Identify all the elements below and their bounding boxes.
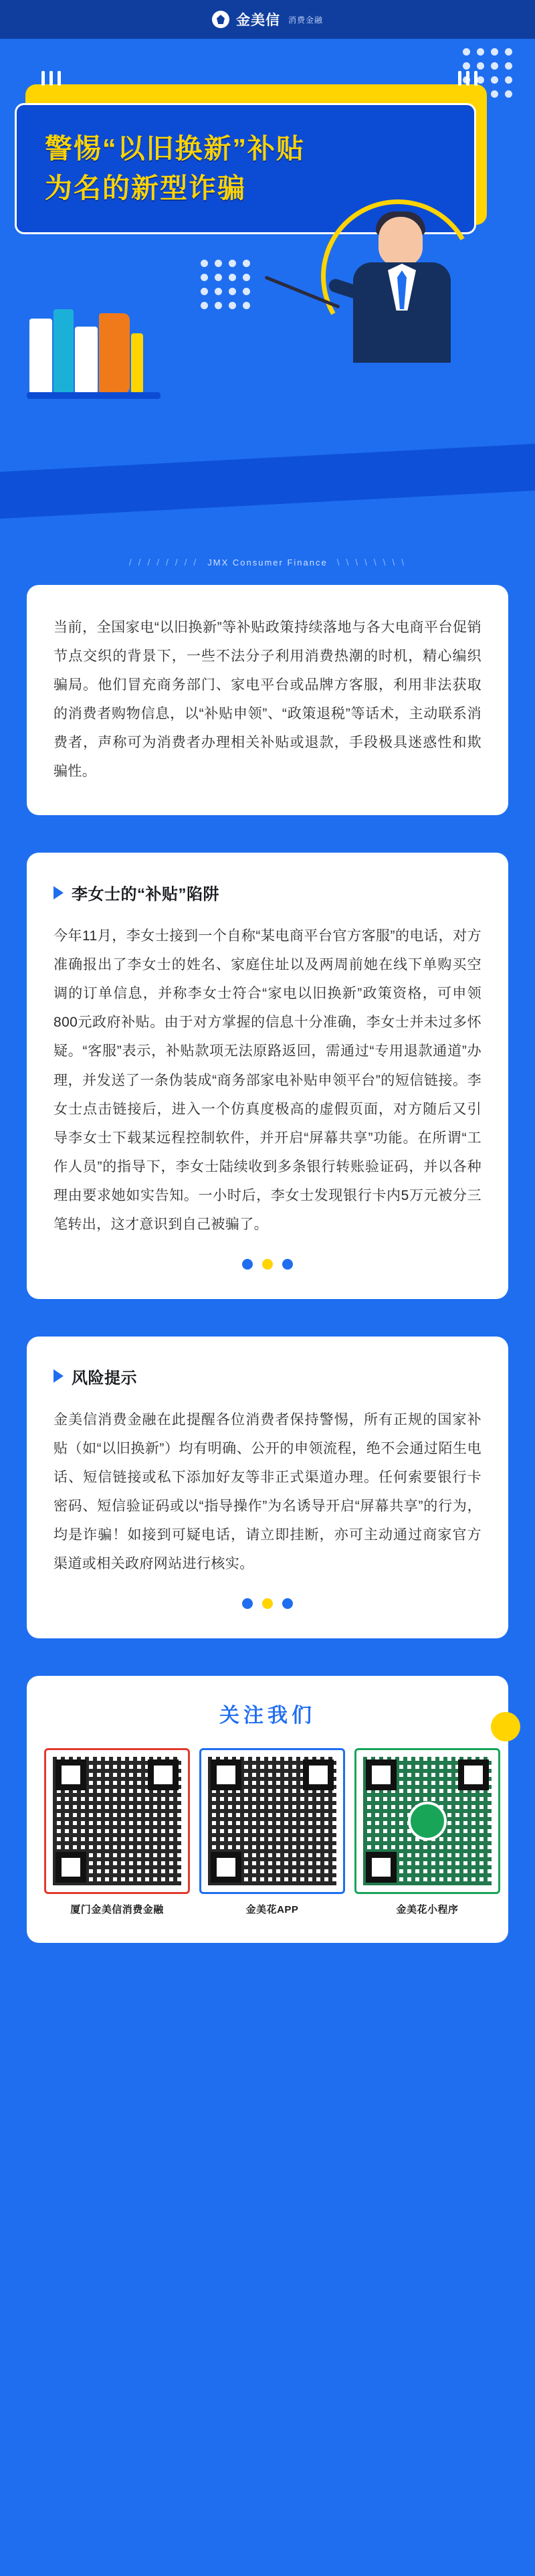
qr-item[interactable] <box>199 1748 345 1916</box>
intro-paragraph: 当前，全国家电“以旧换新”等补贴政策持续落地与各大电商平台促销节点交织的背景下，一些不法分子利用消费热潮的时机，精心编织骗局。他们冒充商务部门、家电平台或品牌方客服，利用非法获取的消费者购物信息，以“补贴申领”、“政策退税”等话术，主动联系消费者，声称可为消费者办理相关补贴或退款，手段极具迷惑性和欺骗性。 <box>54 620 481 780</box>
card-accent-tab-left <box>16 1172 39 1272</box>
hero-title-line-1: 警惕“以旧换新”补贴 <box>45 133 305 164</box>
book-stack-icon <box>27 286 181 394</box>
card-accent-tab-risk <box>496 1358 519 1438</box>
brand-header <box>0 0 535 39</box>
qr-code-icon[interactable] <box>199 1748 345 1894</box>
risk-section-header <box>54 1365 481 1388</box>
divider <box>0 550 535 585</box>
case-section-header <box>54 881 481 904</box>
qr-item[interactable] <box>44 1748 190 1916</box>
brand-name: 金美信 <box>235 13 280 28</box>
qr-code-icon[interactable] <box>44 1748 190 1894</box>
case-paragraph: 今年11月，李女士接到一个自称“某电商平台官方客服”的电话，对方准确报出了李女士的姓名、家庭住址以及两周前她在线下单购买空调的订单信息，并称李女士符合“家电以旧换新”政策资格，可申领800元政府补贴。由于对方掌握的信息十分准确，李女士并未过多怀疑。“客服”表示，补贴款项无法原路返回，需通过“专用退款通道”办理，并发送了一条伪装成“商务部家电补贴申领平台”的短信链接。李女士点击链接后，进入一个仿真度极高的虚假页面，对方随后又引导李女士下载某远程控制软件，并开启“屏幕共享”功能。在所谓“工作人员”的指导下，李女士陆续收到多条银行转账验证码，并以各种理由要求她如实告知。一小时后，李女士发现银行卡内5万元被分三笔转出，这才意识到自己被骗了。 <box>54 928 481 1232</box>
case-title: 李女士的“补贴”陷阱 <box>72 885 219 904</box>
follow-us-title: 关注我们 <box>219 1705 316 1727</box>
divider-left-slashes: / / / / / / / / <box>128 557 199 568</box>
triangle-bullet-icon <box>54 886 64 899</box>
qr-code-icon[interactable] <box>354 1748 500 1894</box>
tick-marks-right-icon <box>458 71 477 86</box>
tick-marks-left-icon <box>41 71 61 86</box>
triangle-bullet-icon <box>54 1369 64 1383</box>
risk-card <box>27 1337 508 1638</box>
hero-banner <box>0 39 535 554</box>
divider-text: JMX Consumer Finance <box>207 557 328 568</box>
qr-caption: 金美花小程序 <box>396 1904 459 1916</box>
qr-code-row <box>44 1748 491 1916</box>
shield-logo-icon <box>212 11 229 28</box>
follow-us-card <box>27 1676 508 1943</box>
intro-card <box>27 585 508 815</box>
brand-subtitle: 消费金融 <box>288 15 323 25</box>
hero-ribbon-decor <box>0 444 535 519</box>
card-accent-tab <box>496 606 519 687</box>
qr-caption: 厦门金美信消费金融 <box>70 1904 164 1916</box>
hero-title-line-2: 为名的新型诈骗 <box>45 173 246 203</box>
bottom-bar <box>0 1970 535 1987</box>
qr-item[interactable] <box>354 1748 500 1916</box>
circle-decor <box>491 1712 520 1741</box>
dot-grid-secondary-icon <box>201 260 250 309</box>
qr-caption: 金美花APP <box>245 1904 299 1916</box>
risk-paragraph: 金美信消费金融在此提醒各位消费者保持警惕，所有正规的国家补贴（如“以旧换新”）均有明确、公开的申领流程，绝不会通过陌生电话、短信链接或私下添加好友等非正式渠道办理。任何索要银行卡密码、短信验证码或以“指导操作”为名诱导开启“屏幕共享”的行为，均是诈骗！如接到可疑电话，请立即挂断，亦可主动通过商家官方渠道或相关政府网站进行核实。 <box>54 1411 481 1572</box>
businessman-pointer-icon <box>314 193 488 394</box>
brand-logo <box>212 9 323 29</box>
divider-right-slashes: \ \ \ \ \ \ \ \ <box>336 557 407 568</box>
risk-title: 风险提示 <box>72 1369 137 1387</box>
dot-decor-row-2 <box>54 1598 481 1609</box>
dot-decor-row <box>54 1259 481 1270</box>
case-card <box>27 853 508 1299</box>
